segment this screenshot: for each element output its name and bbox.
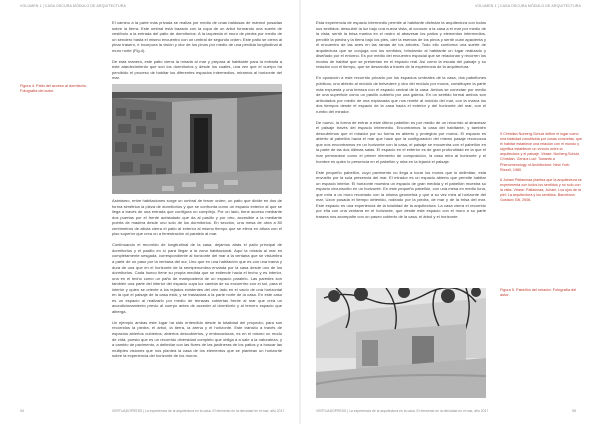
right-running-head: VOLUMEN 1 | CASA OSCURA MÓDULO DE ARQUITECTURA [475, 4, 581, 8]
left-page-number: 94 [20, 409, 24, 413]
left-running-head: VOLUMEN 1 | CASA OSCURA MÓDULO DE ARQUITECTURA [20, 4, 126, 8]
paragraph: Un ejemplo ambas este lugar ha sido entendido desde la totalidad del proyecto; para sus recorridos la piedra, el árbol, la tierra, la arena y el horizonte. Este tránsito a través de espacios abiertos cubiertos, abiertos descubiertos, y embocaduras, es en el mismo un modo de vida, puesto que es un recorrido diversidad completo que obliga a a sale a la naturaleza, y a cambio de pavimento, a delimitar con las flores de las jardineras de los patios y a buscar las múltiples visiones que nos plantea la casa de los elementos que se plantean un horizonte sobre la experiencia del horizonte de los muros. [112, 319, 282, 359]
pavilion-photo [316, 288, 486, 398]
footnote: 6 Juhani Pallasmaa plantea que la arquitectura se experimenta con todos los sentidos y no solo con la vista. Véase: Pallasmaa, Juhani. Los ojos de la piel: La arquitectura y los sentidos. Barcelona: Gustavo Gili, 2006. [500, 177, 582, 203]
right-page-number: 95 [572, 409, 576, 413]
left-top-column [112, 20, 282, 86]
patio-photo [112, 84, 282, 194]
right-side-notes [500, 132, 582, 208]
right-top-column [316, 20, 486, 225]
patio-photo-image [112, 84, 282, 194]
pavilion-photo-image [316, 288, 486, 398]
paragraph: El camino a la parte más privada se realiza por medio de unas baldosas de mármol posadas sobre la tierra. Este umbral está trazado con la copa de un árbol formando una suerte de vestíbulo a la entrada del patio de dormitorios. A la izquierda el muro de piedra por medio de un sendero hasta el mismo encuentro con un umbral de segundo orden. Este patio se cierra al pinar trasero, e incorpora la visión y olor de los pinos por medio de una pérdida longitudinal al muro norte (Fig.4). [112, 20, 282, 53]
paragraph: De nuevo, la forma de entrar a este último pabellón es por medio de un recorrido al atravesar el paisaje través del espacio intermedio. Encontramos la casa del habitante, y también descubrimos que el mirador por su forma es abierto y protegido por muros. El espacio es abierto al pabellón hacia el mar que hace que la configuración del mismo pasaje reconozca que nos encontramos en un horizonte con la casa, el paisaje se encuentra con el pabellón en la parte de las dos últimas salas. El espacio en el exterior es de gran profundidad en la que el mar permanece como el primer elemento de composición, la casa mira al horizonte y el hombre es quien lo presencia en el pabellón y mira en la lejanía el paisaje. [316, 119, 486, 164]
left-figure-caption: Figura 4. Patio del acceso al dormitorio. Fotografía del autor. [20, 84, 87, 93]
paragraph: Este pequeño pabellón, cuyo pavimento no llega a tocar los muros que lo delimitan, está envuelto por la sola presencia del mar. El mirador es un espacio abierto que permite habitar un espacio interior. El horizonte muestra un espacio de gran medida y el pabellón muestra su espacio circunscrito en un horizonte. En este pequeño pabellón, con una mesa en medio luna, que mira a un muro recortado con la misma geometría y que a su vez mira al horizonte del mar, Uzon posada el tiempo detenido, rodeado por la piedra, de mar y de la brisa del mar. Este espacio es una experiencia de la totalidad de la arquitectura. La casa cierra el recorrido por ella con una ventana en el horizonte, que desde este espacio con el muro a su parte trasera nos acompañe con un paseo cubierto de la casa, el árbol y el horizonte. [316, 169, 486, 219]
paragraph: En oposición a este recorrido privado por los espacios umbrales de la casa, dos pabellones públicos, uno abierto al módulo de belvedere y otro del módulo por muros, constituyen la parte más expuesta y una terraza con el espacio central de la casa. Ambos se conectan por medio de una superficie como un pasillo cubierto por una galería. En un sentido formal ambos son articulados por medio de una explanada que nos remite al módulo del mar, con la marca los dos tiempos desde el espacio de la casa hacia el exterior y del horizonte del mar, con el rumbo del mirador. [316, 75, 486, 114]
paragraph: Continuando el recorrido de longitudinal de la casa, dejamos atrás el patio principal de dormitorios y el pasillo en sí para llegar a la zona habitacional. Aquí la mirada al mar es completamente sesgada, correspondiente al horizonte del mar a la ventana que se vislumbra a partir de un paso por la ventana del sur, Uno que en una habitación que es con una trama y dura de una que en el horizonte de la semipenumbra enviada por la casa desde uno de los dormitorios. Cada hueco tiene su propia medida que se extiende hacia el techo y es interior, una en el techo como un paño de mampostería de un espacio paralelo. Las paredes son también una parte del interior del espacio cuya luz cambia de su encuentro con el sol, para el interior y quien se oriente a los tejados existentes del otro lado en el vacío de una horizontal en la que el paisaje de la casa está, y se trasladará a la parte norte de la casa. En este caso es un espacio al realizarlo por medio de terrazas cubiertas frente al mar que crea un acondicionamiento previo al cuerpo antes de acceder al dormitorio y al tercero espacio que alberga. [112, 242, 282, 314]
paragraph: Esta experiencia de espacio intermedio permite al habitante disfrutar la arquitectura con todos sus sentidos: descubrir la luz bajo una nueva vista, al conocer a la casa a el mar por medio de la vista, sentir la brisa marina en el rostro al atravesar los patios y elementos intermedios, percibir la piedra y la tierra bajo los pies, oler la esencia de los pinos y sentir cuán apacienta y el encuentro de las aves en las ramas de los árboles. Todo ello conforma una suerte de arquitectura que se conjuga con los sentidos, brindando al habitante un lugar realizado y diseñado por el entorno. Es por medio del encuentro espacial que se relacionan y recorren los modos de habitar que se presentan en el espacio real. Así como la escala del paisaje y su relación con el tiempo, que se desarrolla a través de la experiencia de la arquitectura. [316, 20, 486, 70]
paragraph: Asimismo, entre habitaciones surge un umbral de tercer orden; un patio que divide en dos de forma simétrica la pieza de dormitorios y que se confronta como un espacio exterior al que se llega a través de una entrada que configura un complejo. Por un lado, tiene acceso mediante dos puertas por el frente acristalado que da al pasillo y por otro, accesible a la mediante puerta de madera desde uno solo de los dormitorios. En sección, una mesa de obra a 80 centímetros de altura cierra el patio al exterior al mismo tiempo que se eleva en altura con el piso superior que crea un a fenestración al paralelo al mar. [112, 198, 282, 237]
right-figure-caption: Figura 5. Pabellón del mirador. Fotografía del autor. [500, 288, 577, 297]
footnote: 5 Christian Norberg-Schulz define el lugar como una totalidad constituida por cosas concretas, que el habitar establece una relación con el mundo y significa establecer un vínculo entre la arquitectura y el paisaje. Véase: Norberg-Schulz, Christian. Genius Loci: Towards a Phenomenology of Architecture. New York: Rizzoli, 1980. [500, 132, 582, 172]
page-gutter [299, 0, 301, 424]
left-footer: VERTUADOPRESS | La experiencia de la arquitectura en la casa. El elemento en la densidad en el mar, año 2017 [112, 409, 285, 413]
left-bottom-column [112, 198, 282, 364]
right-footer: VERTUADOPRESS | La experiencia de la arquitectura en la casa. El elemento en la densidad en el mar, año 2017 [316, 409, 489, 413]
paragraph: De esta manera, este patio cierra la mirada al mar y prepara al habitante para la entrada a este atardecimiento que son los dormitorios y desde los cuales, una vez que el cuerpo ha percibido el proceso de habitar los diferentes espacios intermedios, miramos al horizonte del mar. [112, 58, 282, 81]
